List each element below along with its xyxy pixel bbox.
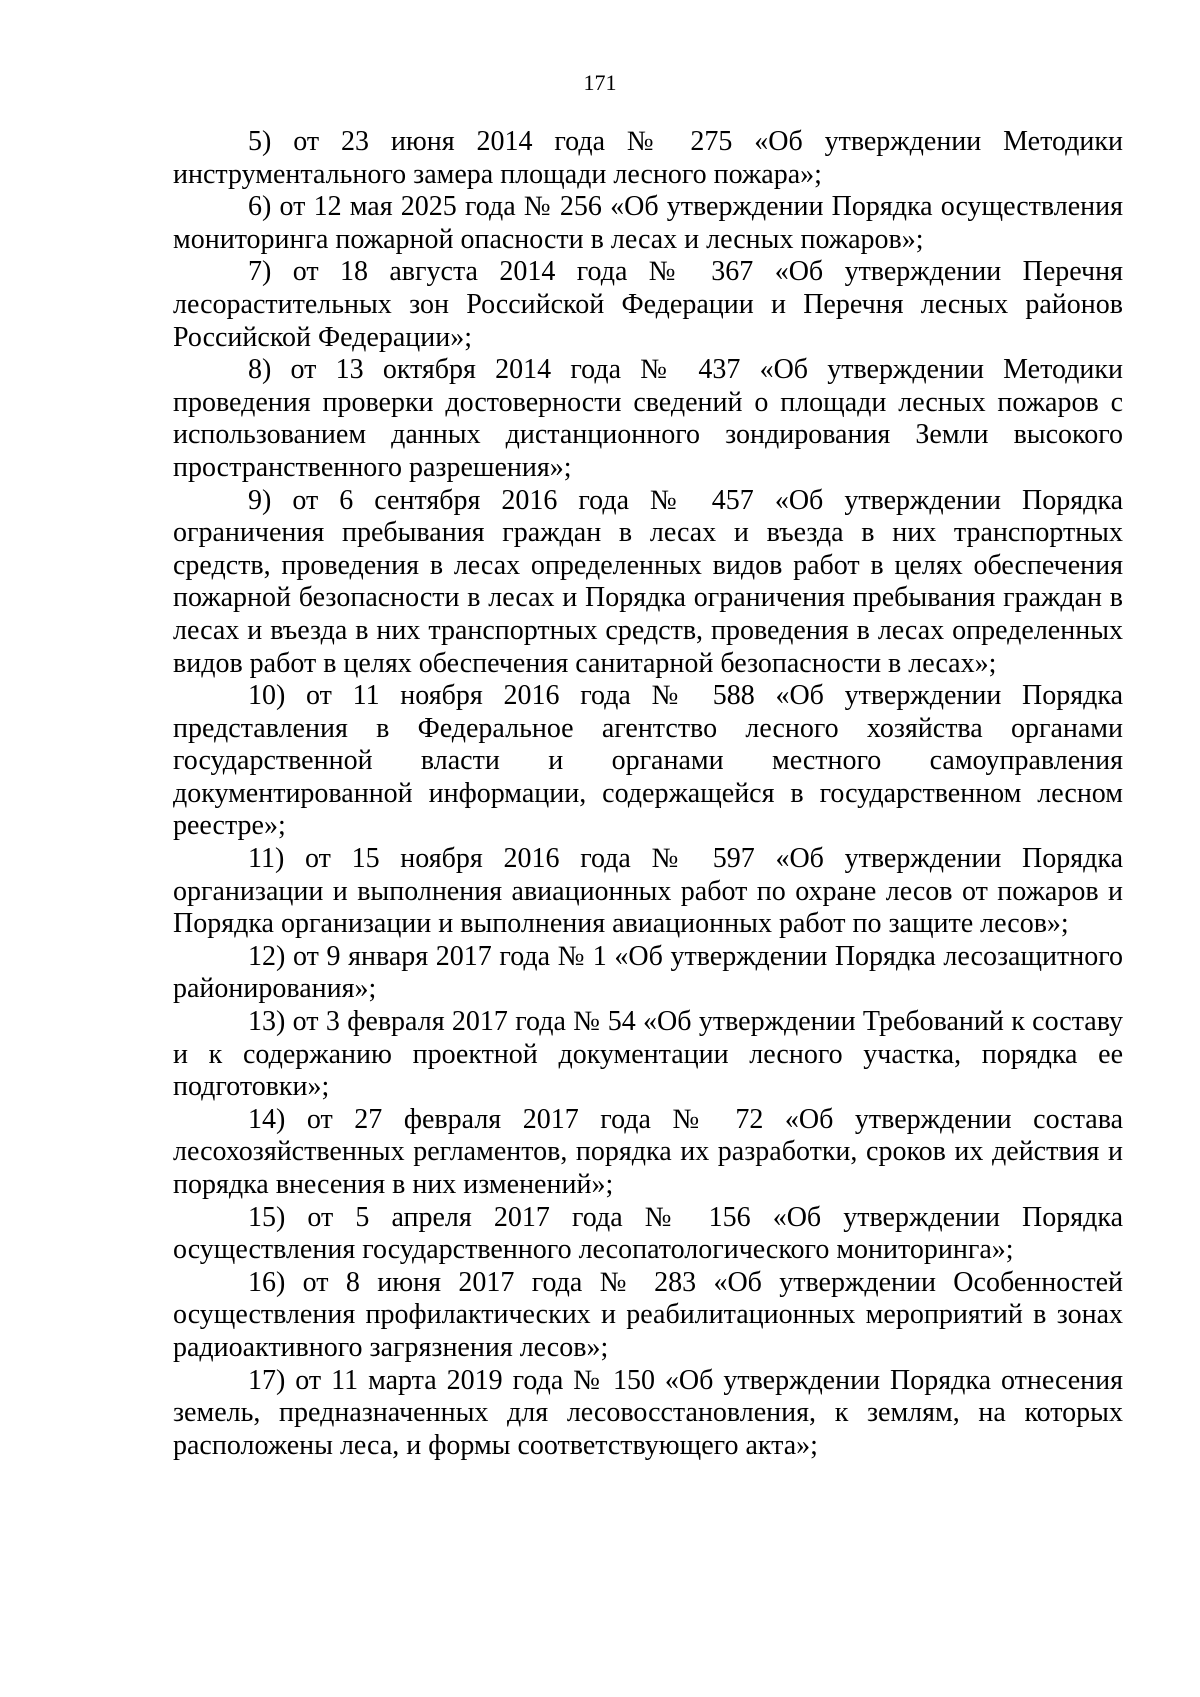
list-item: 11) от 15 ноября 2016 года № 597 «Об утверждении Порядка организации и выполнения авиационных работ по охране лесов от пожаров и Порядка организации и выполнения авиационных работ по защите лесов»;	[173, 843, 1123, 940]
list-item: 12) от 9 января 2017 года № 1 «Об утверждении Порядка лесозащитного районирования»;	[173, 940, 1123, 1005]
list-item: 8) от 13 октября 2014 года № 437 «Об утверждении Методики проведения проверки достоверности сведений о площади лесных пожаров с использованием данных дистанционного зондирования Земли высокого пространственного разрешения»;	[173, 354, 1123, 483]
list-item: 17) от 11 марта 2019 года № 150 «Об утверждении Порядка отнесения земель, предназначенных для лесовосстановления, к землям, на которых расположены леса, и формы соответствующего акта»;	[173, 1364, 1123, 1461]
list-item: 16) от 8 июня 2017 года № 283 «Об утверждении Особенностей осуществления профилактических и реабилитационных мероприятий в зонах радиоактивного загрязнения лесов»;	[173, 1266, 1123, 1363]
document-body	[173, 126, 1123, 1462]
list-item: 7) от 18 августа 2014 года № 367 «Об утверждении Перечня лесорастительных зон Российской Федерации и Перечня лесных районов Российской Федерации»;	[173, 256, 1123, 353]
list-item: 10) от 11 ноября 2016 года № 588 «Об утверждении Порядка представления в Федеральное агентство лесного хозяйства органами государственной власти и органами местного самоуправления документированной информации, содержащейся в государственном лесном реестре»;	[173, 680, 1123, 842]
page-number: 171	[583, 70, 617, 95]
list-item: 9) от 6 сентября 2016 года № 457 «Об утверждении Порядка ограничения пребывания граждан в лесах и въезда в них транспортных средств, проведения в лесах определенных видов работ в целях обеспечения пожарной безопасности в лесах и Порядка ограничения пребывания граждан в лесах и въезда в них транспортных средств, проведения в лесах определенных видов работ в целях обеспечения санитарной безопасности в лесах»;	[173, 484, 1123, 679]
list-item: 5) от 23 июня 2014 года № 275 «Об утверждении Методики инструментального замера площади лесного пожара»;	[173, 126, 1123, 190]
list-item: 13) от 3 февраля 2017 года № 54 «Об утверждении Требований к составу и к содержанию проектной документации лесного участка, порядка ее подготовки»;	[173, 1006, 1123, 1103]
list-item: 6) от 12 мая 2025 года № 256 «Об утверждении Порядка осуществления мониторинга пожарной опасности в лесах и лесных пожаров»;	[173, 191, 1123, 255]
list-item: 14) от 27 февраля 2017 года № 72 «Об утверждении состава лесохозяйственных регламентов, порядка их разработки, сроков их действия и порядка внесения в них изменений»;	[173, 1103, 1123, 1200]
list-item: 15) от 5 апреля 2017 года № 156 «Об утверждении Порядка осуществления государственного лесопатологического мониторинга»;	[173, 1201, 1123, 1266]
